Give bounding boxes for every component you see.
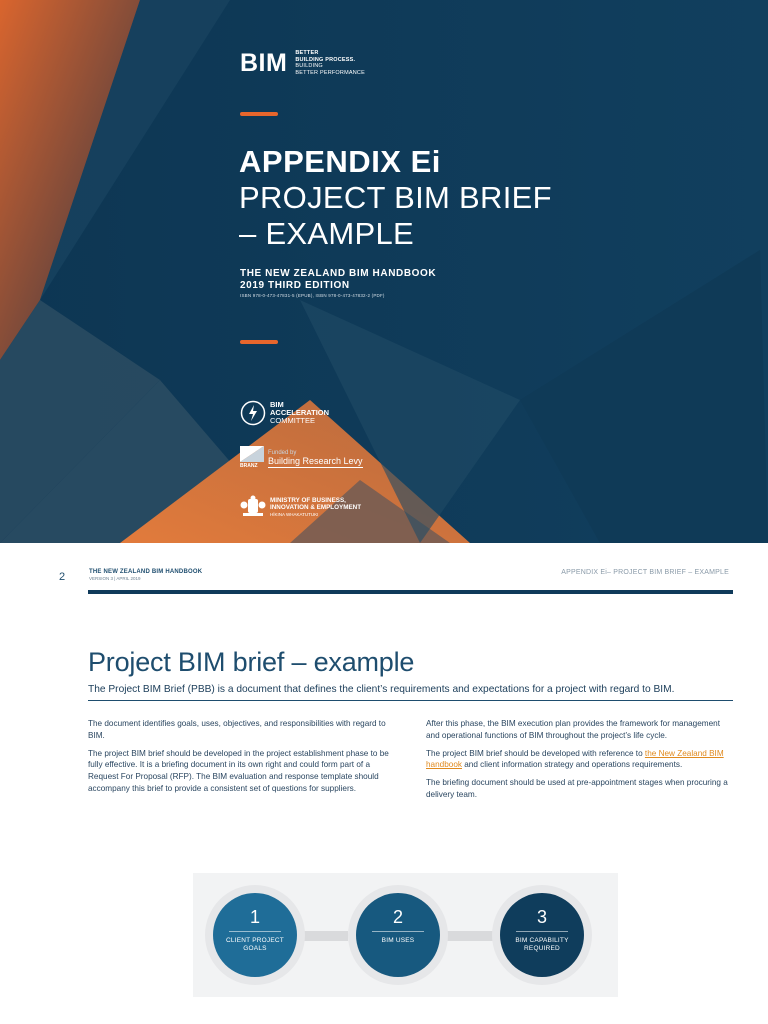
bim-logo-tagline bbox=[295, 50, 365, 76]
step-label: BIM CAPABILITY REQUIRED bbox=[515, 937, 569, 952]
step-3 bbox=[492, 885, 592, 985]
body-column-left bbox=[88, 718, 393, 801]
branz-mark: BRANZ bbox=[240, 463, 258, 469]
step-divider bbox=[372, 931, 424, 932]
bac-line: ACCELERATION bbox=[270, 408, 330, 417]
mbie-line: MINISTRY OF BUSINESS, bbox=[270, 496, 346, 504]
cover-title bbox=[239, 144, 552, 252]
bac-line: COMMITTEE bbox=[270, 416, 315, 425]
process-diagram bbox=[193, 873, 618, 997]
step-circle bbox=[500, 893, 584, 977]
step-number: 3 bbox=[536, 907, 547, 927]
content-page bbox=[0, 543, 768, 1024]
lead-divider bbox=[88, 700, 733, 701]
cover-title-line3: – EXAMPLE bbox=[239, 216, 415, 251]
header-version: VERSION 3 | APRIL 2019 bbox=[89, 576, 141, 581]
step-2 bbox=[348, 885, 448, 985]
tagline-line: BETTER PERFORMANCE bbox=[295, 69, 365, 76]
tagline-line: BUILDING bbox=[295, 63, 323, 69]
bim-logo bbox=[240, 50, 365, 76]
mbie-line: HĪKINA WHAKATUTUKI bbox=[270, 511, 319, 517]
body-paragraph: The project BIM brief should be developed in the project establishment phase to be fully effective. It is a briefing document in its own right and could form part of a Request For Proposal (RFP). The BIM evaluation and response template should accompany this brief to provide a consistent set of questions for suppliers. bbox=[88, 748, 389, 793]
handbook-edition-line: 2019 THIRD EDITION bbox=[240, 280, 350, 291]
cover-title-line1: APPENDIX Ei bbox=[239, 144, 441, 179]
body-paragraph bbox=[426, 748, 731, 772]
body-paragraph: The document identifies goals, uses, objectives, and responsibilities with regard to BIM. bbox=[88, 719, 386, 740]
step-number: 2 bbox=[392, 907, 403, 927]
branz-line: Building Research Levy bbox=[268, 455, 363, 466]
step-1 bbox=[205, 885, 305, 985]
handbook-edition bbox=[240, 268, 436, 292]
page-number: 2 bbox=[59, 571, 66, 583]
tagline-line: BUILDING PROCESS. bbox=[295, 56, 356, 63]
header-divider bbox=[88, 590, 733, 594]
nz-coat-of-arms-icon bbox=[240, 495, 266, 519]
handbook-title: THE NEW ZEALAND BIM HANDBOOK bbox=[240, 268, 437, 279]
step-circle bbox=[356, 893, 440, 977]
branz-line: Funded by bbox=[268, 449, 297, 456]
mbie-logo bbox=[240, 495, 361, 519]
paragraph-text: and client information strategy and operations requirements. bbox=[461, 760, 683, 770]
running-header-right: APPENDIX Ei– PROJECT BIM BRIEF – EXAMPLE bbox=[561, 569, 729, 576]
step-label: BIM USES bbox=[381, 937, 415, 944]
accent-bar-top bbox=[240, 112, 278, 116]
body-paragraph: After this phase, the BIM execution plan provides the framework for management and operational functions of BIM throughout the project’s life cycle. bbox=[426, 719, 720, 740]
page-title: Project BIM brief – example bbox=[88, 647, 415, 677]
paragraph-text: The project BIM brief should be developed with reference to bbox=[426, 748, 645, 758]
step-divider bbox=[516, 931, 568, 932]
step-circle bbox=[213, 893, 297, 977]
lead-paragraph: The Project BIM Brief (PBB) is a document that defines the client’s requirements and expectations for a project with regard to BIM. bbox=[88, 684, 675, 695]
bac-emblem-icon bbox=[240, 400, 266, 426]
accent-bar-bottom bbox=[240, 340, 278, 344]
step-number: 1 bbox=[249, 907, 260, 927]
nz-bim-handbook-link[interactable]: the New Zealand BIM handbook bbox=[426, 748, 724, 770]
bim-acceleration-committee-logo bbox=[240, 400, 329, 426]
branz-logo bbox=[240, 446, 363, 470]
running-header-left bbox=[89, 569, 202, 581]
mbie-line: INNOVATION & EMPLOYMENT bbox=[270, 503, 362, 511]
cover-title-line2: PROJECT BIM BRIEF bbox=[239, 180, 552, 215]
body-column-right bbox=[426, 718, 731, 807]
isbn-text: ISBN 978-0-473-47831-5 (EPUB), ISBN 978-0-473-47832-2 (PDF) bbox=[240, 293, 385, 298]
bim-logo-mark: BIM bbox=[240, 48, 288, 77]
bac-line: BIM bbox=[270, 400, 284, 409]
step-label: CLIENT PROJECT GOALS bbox=[226, 937, 284, 952]
tagline-line: BETTER bbox=[295, 50, 319, 56]
header-handbook-title: THE NEW ZEALAND BIM HANDBOOK bbox=[89, 569, 203, 575]
body-paragraph: The briefing document should be used at pre-appointment stages when procuring a delivery team. bbox=[426, 778, 728, 799]
step-divider bbox=[229, 931, 281, 932]
